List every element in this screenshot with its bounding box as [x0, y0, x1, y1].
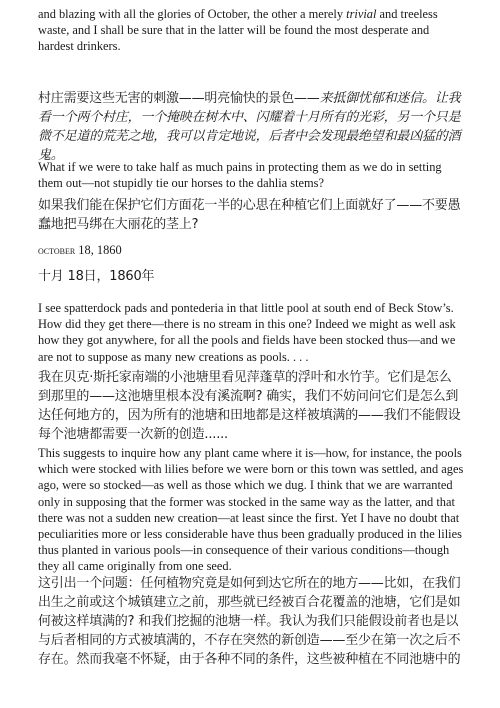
journal-date-chinese: 十月 18日，1860年 [38, 269, 155, 284]
paragraph-1-english [38, 6, 464, 55]
journal-date-english [38, 242, 464, 258]
paragraph-1-chinese-text-a: 村庄需要这些无害的刺激——明亮愉快的景色—— [38, 91, 320, 106]
journal-date-rest: 18, 1860 [75, 243, 122, 257]
paragraph-1-english-text-a: and blazing with all the glories of October, the other a merely [38, 7, 347, 21]
paragraph-1-chinese [38, 89, 464, 165]
paragraph-1-chinese-emphasis: 来抵御忧郁和迷信。让我看一个两个村庄，一个掩映在树木中、闪耀着十月所有的光彩，另一个只是微不足道的荒芜之地，我可以肯定地说，后者中会发现最绝望和最凶猛的酒鬼。 [38, 91, 461, 163]
paragraph-1-english-text-c: and treeless waste, and I shall be sure that in the latter will be found the most desperate and hardest drinkers. [38, 7, 438, 54]
paragraph-4-chinese: 这引出一个问题：任何植物究竟是如何到达它所在的地方——比如，在我们出生之前或这个城镇建立之前，那些就已经被百合花覆盖的池塘，它们是如何被这样填满的? 和我们挖掘的池塘一样。我认为我们只能假设前者也是以与后者相同的方式被填满的，不存在突然的新创造——至少在第一次之后不存在。然而我毫不怀疑，由于各种不同的条件，这些被种植在不同池塘中的 [38, 576, 461, 667]
paragraph-4-english: This suggests to inquire how any plant came where it is—how, for instance, the pools which were stocked with lilies before we were born or this town was settled, and ages ago, were so stocked—as well as those which we dug. I think that we are warranted only in supposing that the former was stocked in the same way as the latter, and that there was not a sudden new creation—at least since the first. Yet I have no doubt that peculiarities more or less considerable have thus been gradually produced in the lilies thus planted in various pools—in consequence of their various conditions—though they all came originally from one seed. [38, 446, 464, 574]
paragraph-2-english: What if we were to take half as much pains in protecting them as we do in setting them out—not stupidly tie our horses to the dahlia stems? [38, 160, 442, 191]
paragraph-3-english: I see spatterdock pads and pontederia in that little pool at south end of Beck Stow’s. How did they get there—there is no stream in this one? Indeed we might as well ask how they got anywhere, for all the pools and fields have been stocked thus—and we are not to suppose as many new creations as pools. . . . [38, 301, 456, 364]
paragraph-1-english-emphasis: trivial [346, 7, 377, 21]
journal-date-month: october [38, 243, 76, 257]
paragraph-3-chinese: 我在贝克·斯托家南端的小池塘里看见萍蓬草的浮叶和水竹芋。它们是怎么到那里的——这池塘里根本没有溪流啊? 确实，我们不妨问问它们是怎么到达任何地方的，因为所有的池塘和田地都是这样被填满的——我们不能假设每个池塘都需要一次新的创造...... [38, 370, 461, 442]
paragraph-2-chinese: 如果我们能在保护它们方面花一半的心思在种植它们上面就好了——不要愚蠢地把马绑在大丽花的茎上? [38, 198, 461, 232]
